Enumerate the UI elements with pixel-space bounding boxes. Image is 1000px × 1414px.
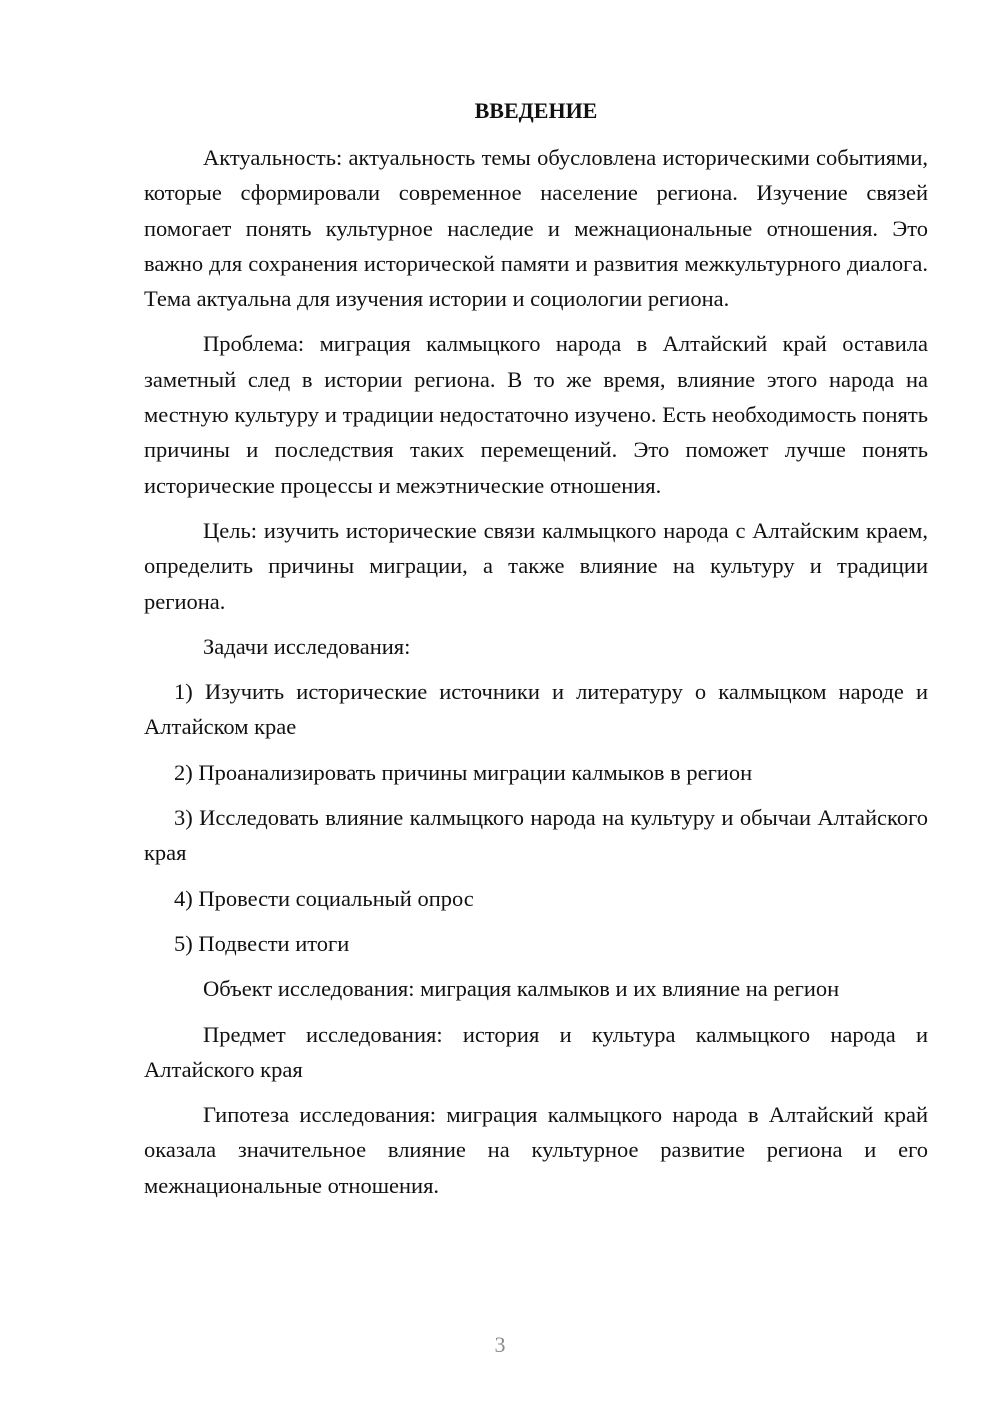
- list-item: 5) Подвести итоги: [174, 930, 350, 956]
- page-number: 3: [494, 1332, 506, 1357]
- paragraph-object: Объект исследования: миграция калмыков и их влияние на регион: [203, 976, 840, 1002]
- tasks-heading: Задачи исследования:: [203, 633, 411, 659]
- list-item: 4) Провести социальный опрос: [174, 885, 474, 911]
- paragraph-goal: Цель: изучить исторические связи калмыцкого народа с Алтайским краем, определить причины миграции, а также влияние на культуру и традиции региона.: [144, 517, 928, 614]
- list-item: 1) Изучить исторические источники и литературу о калмыцком народе и Алтайском крае: [144, 679, 928, 740]
- list-item: 2) Проанализировать причины миграции калмыков в регион: [174, 759, 753, 785]
- page-title: ВВЕДЕНИЕ: [474, 98, 598, 123]
- paragraph-hypothesis: Гипотеза исследования: миграция калмыцкого народа в Алтайский край оказала значительное влияние на культурное развитие региона и его межнациональные отношения.: [144, 1102, 928, 1198]
- document-page: [144, 96, 928, 1213]
- paragraph-actuality: Актуальность: актуальность темы обусловлена историческими событиями, которые сформировали современное население региона. Изучение связей помогает понять культурное наследие и межнациональные отношения. Это важно для сохранения исторической памяти и развития межкультурного диалога. Тема актуальна для изучения истории и социологии региона.: [144, 145, 928, 312]
- tasks-list: [144, 674, 928, 961]
- paragraph-problem: Проблема: миграция калмыцкого народа в Алтайский край оставила заметный след в истории региона. В то же время, влияние этого народа на местную культуру и традиции недостаточно изучено. Есть необходимость понять причины и последствия таких перемещений. Это поможет лучше понять исторические процессы и межэтнические отношения.: [144, 331, 928, 498]
- list-item: 3) Исследовать влияние калмыцкого народа на культуру и обычаи Алтайского края: [144, 805, 928, 866]
- paragraph-subject: Предмет исследования: история и культура калмыцкого народа и Алтайского края: [144, 1021, 928, 1082]
